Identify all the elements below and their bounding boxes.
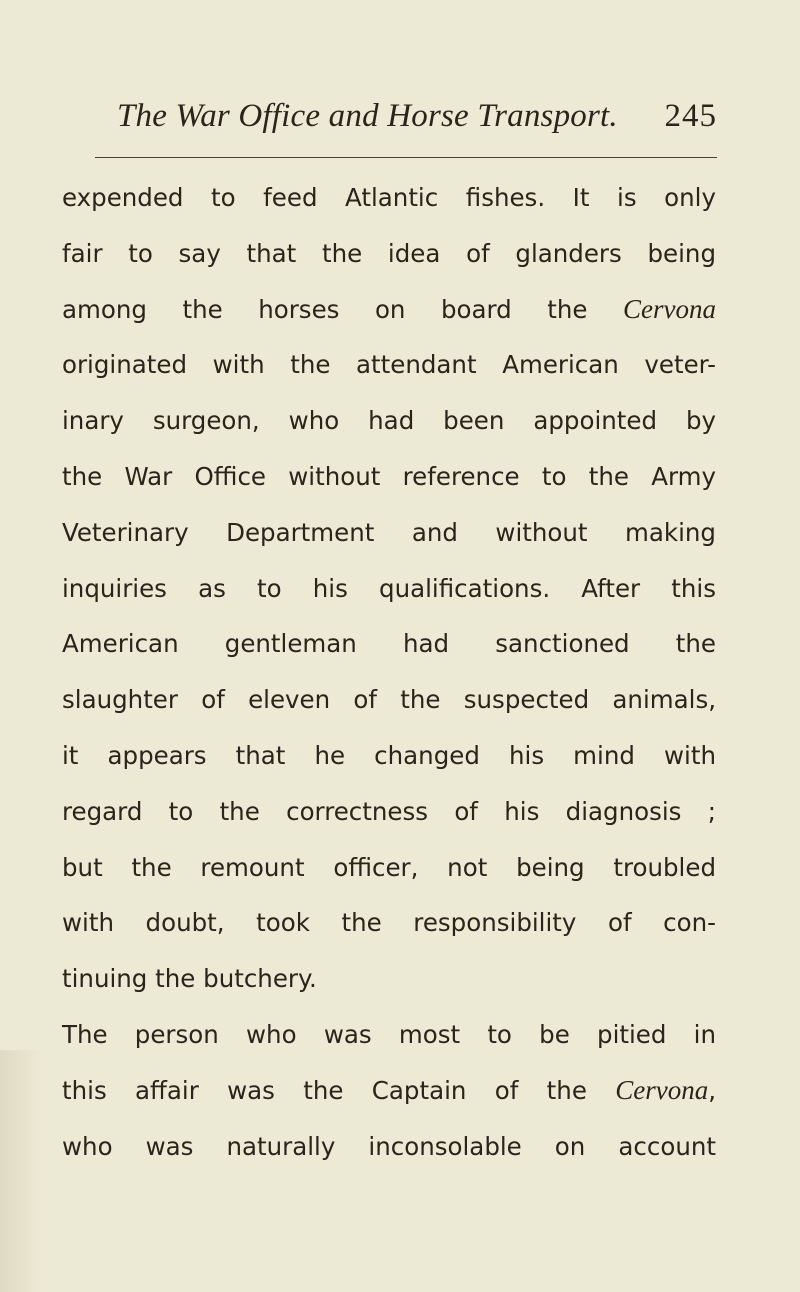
- running-title: The War Office and Horse Transport.: [117, 98, 618, 134]
- page-number: 245: [664, 98, 717, 134]
- body-text: [62, 170, 716, 1174]
- ship-name: Cervona: [623, 293, 716, 324]
- text-line-8: inquiries as to his qualifications. After this: [62, 573, 716, 603]
- text-line-12: regard to the correctness of his diagnosis ;: [62, 796, 716, 826]
- text-line-4: originated with the attendant American veter-: [62, 350, 716, 380]
- text-line-9: American gentleman had sanctioned the: [62, 629, 716, 659]
- text-line-5: inary surgeon, who had been appointed by: [62, 406, 716, 436]
- text-line-1: expended to feed Atlantic fishes. It is only: [62, 183, 716, 212]
- text-line-14: with doubt, took the responsibility of con-: [62, 908, 716, 938]
- text-line-17: this affair was the Captain of the Cervona,: [62, 1074, 716, 1105]
- text-line-13: but the remount officer, not being troubled: [62, 852, 716, 882]
- text-line-6: the War Office without reference to the Army: [62, 461, 716, 491]
- page-header: [117, 94, 717, 146]
- text-line-7: Veterinary Department and without making: [62, 517, 716, 547]
- text-line-18: who was naturally inconsolable on account: [62, 1131, 716, 1161]
- page-edge-shadow: [0, 1050, 40, 1292]
- text-line-2: fair to say that the idea of glanders being: [62, 238, 716, 268]
- text-line-15: tinuing the butchery.: [62, 964, 317, 994]
- text-line-10: slaughter of eleven of the suspected animals,: [62, 685, 716, 715]
- ship-name: Cervona: [615, 1074, 709, 1105]
- text-line-3: among the horses on board the Cervona: [62, 293, 716, 324]
- text-line-16: The person who was most to be pitied in: [62, 1019, 716, 1049]
- header-rule: [95, 157, 717, 158]
- text-line-11: it appears that he changed his mind with: [62, 740, 716, 770]
